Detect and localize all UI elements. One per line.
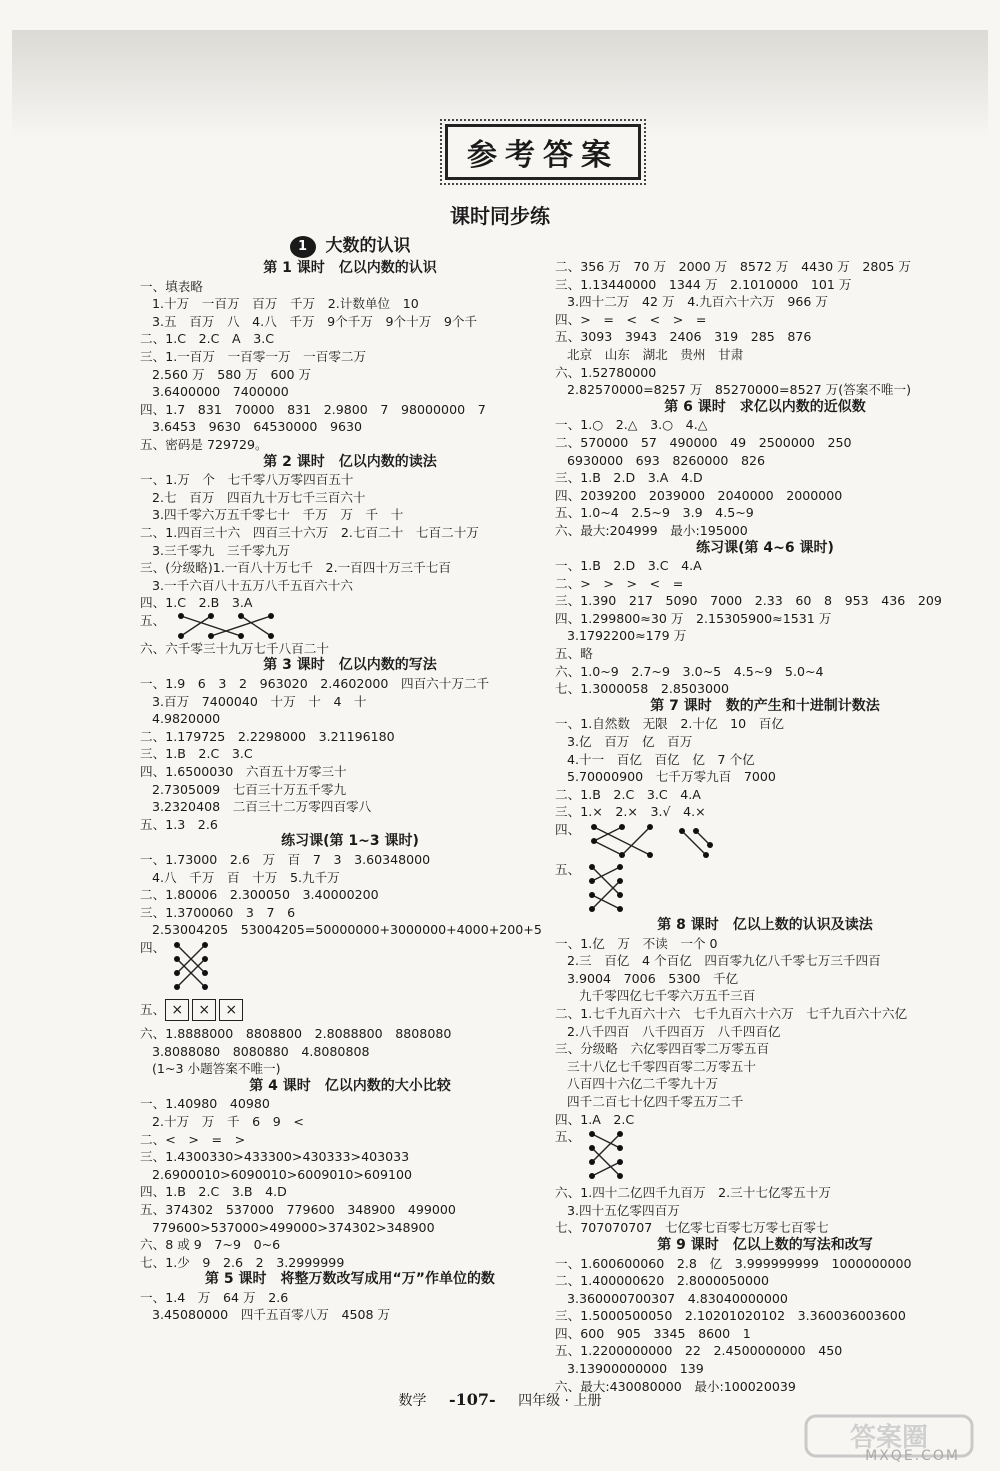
answer-line: 1.十万 一百万 百万 千万 2.计数单位 10: [152, 296, 419, 312]
matching-lines-icon: [586, 821, 716, 861]
answer-line: 二、1.179725 2.2298000 3.21196180: [140, 728, 395, 744]
match-dot: [679, 828, 685, 834]
answer-line: 3.亿 百万 亿 百万: [567, 734, 693, 750]
answer-line: 2.53004205 53004205=50000000+3000000+4000+200+5: [152, 922, 542, 938]
match-dot: [202, 970, 208, 976]
matching-lines-icon: [586, 861, 626, 917]
lesson-heading: 第 6 课时 求亿以内数的近似数: [664, 398, 866, 415]
answer-line: 三、1.B 2.D 3.A 4.D: [555, 470, 703, 486]
answer-line: 2.6900010>6090010>6009010>609100: [152, 1166, 413, 1182]
answer-label: 四、: [140, 939, 166, 955]
lesson-heading: 第 8 课时 亿以上数的认识及读法: [657, 917, 873, 933]
answer-line: 一、1.万 个 七千零八万零四百五十: [140, 472, 354, 488]
answer-line: 5.70000900 七千万零九百 7000: [567, 769, 776, 785]
answer-line: 四、1.C 2.B 3.A: [140, 595, 253, 611]
cross-box: ×: [165, 999, 189, 1021]
answer-line: 3.13900000000 139: [567, 1361, 704, 1377]
answer-line: 6930000 693 8260000 826: [567, 452, 766, 468]
lesson-heading: 第 4 课时 亿以内数的大小比较: [249, 1077, 451, 1094]
footer-grade: 四年级 · 上册: [518, 1393, 602, 1409]
answer-line: 779600>537000>499000>374302>348900: [152, 1219, 435, 1235]
answer-line: 二、1.B 2.C 3.C 4.A: [555, 786, 701, 802]
match-dot: [617, 864, 623, 870]
answer-line: 4.八 千万 百 十万 5.九千万: [152, 869, 340, 885]
cross-box: ×: [192, 999, 216, 1021]
match-dot: [178, 633, 184, 639]
match-line: [241, 616, 271, 636]
answer-line: [140, 999, 560, 1021]
answer-line: 一、填表略: [140, 278, 203, 294]
matching-answer: [555, 821, 975, 861]
lesson-heading: 第 7 课时 数的产生和十进制计数法: [650, 697, 880, 714]
match-dot: [208, 633, 214, 639]
answer-line: 六、8 或 9 7~9 0~6: [140, 1237, 281, 1253]
match-dot: [208, 613, 214, 619]
match-dot: [589, 892, 595, 898]
match-line: [181, 616, 211, 636]
answer-line: 三、1.一百万 一百零一万 一百零二万: [140, 348, 367, 364]
answer-line: 四、1.B 2.C 3.B 4.D: [140, 1184, 287, 1200]
answer-line: 二、1.80006 2.300050 3.40000200: [140, 887, 379, 903]
match-dot: [202, 942, 208, 948]
page-number: -107-: [448, 1390, 496, 1409]
answer-line: 五、374302 537000 779600 348900 499000: [140, 1201, 456, 1217]
answer-line: 五、3093 3943 2406 319 285 876: [555, 329, 812, 345]
chapter-title: 大数的认识: [325, 236, 411, 257]
answer-line: 六、1.0~9 2.7~9 3.0~5 4.5~9 5.0~4: [555, 663, 824, 679]
lesson-heading: 练习课(第 1~3 课时): [281, 833, 419, 850]
answer-line: 三、1.5000500050 2.10201020102 3.360036003600: [555, 1308, 906, 1324]
match-dot: [268, 613, 274, 619]
answer-line: 2.三 百亿 4 个百亿 四百零九亿八千零七万三千四百: [567, 953, 881, 969]
answer-line: 三、(分级略)1.一百八十万七千 2.一百四十万三千七百: [140, 560, 451, 576]
answer-line: 三、1.× 2.× 3.√ 4.×: [555, 804, 706, 820]
answer-line: 三、分级略 六亿零四百零二万零五百: [555, 1041, 770, 1057]
cross-box: ×: [219, 999, 243, 1021]
lesson-heading: 第 2 课时 亿以内数的读法: [263, 453, 437, 470]
answer-line: 四、1.6500030 六百五十万零三十: [140, 764, 347, 780]
answer-line: 3.四十二万 42 万 4.九百六十六万 966 万: [567, 294, 829, 310]
answer-line: 七、1.少 9 2.6 2 3.2999999: [140, 1254, 345, 1270]
answer-line: 一、1.B 2.D 3.C 4.A: [555, 558, 702, 574]
match-dot: [202, 984, 208, 990]
lesson-heading: 第 5 课时 将整万数改写成用“万”作单位的数: [205, 1271, 495, 1288]
match-dot: [703, 852, 709, 858]
answer-line: 3.6400000 7400000: [152, 384, 289, 400]
chapter-number-badge: 1: [290, 236, 316, 258]
match-line: [594, 841, 622, 855]
answer-line: (1~3 小题答案不唯一): [152, 1061, 281, 1077]
answer-line: 四、1.7 831 70000 831 2.9800 7 98000000 7: [140, 401, 486, 417]
answer-line: 北京 山东 湖北 贵州 甘肃: [567, 346, 744, 362]
answer-line: 一、1.自然数 无限 2.十亿 10 百亿: [555, 716, 784, 732]
answer-line: 一、1.40980 40980: [140, 1096, 270, 1112]
answer-line: 四、600 905 3345 8600 1: [555, 1325, 751, 1341]
answer-line: 2.十万 万 千 6 9 <: [152, 1113, 304, 1129]
answer-line: 四、1.A 2.C: [555, 1111, 635, 1127]
answer-label: 五、: [140, 612, 166, 628]
answer-line: 三、1.4300330>433300>430333>403033: [140, 1149, 410, 1165]
match-dot: [589, 878, 595, 884]
answer-line: 二、356 万 70 万 2000 万 8572 万 4430 万 2805 万: [555, 259, 912, 274]
match-dot: [647, 824, 653, 830]
answer-line: 二、> > > < =: [555, 575, 684, 591]
match-dot: [707, 842, 713, 848]
answer-line: 六、最大:430080000 最小:100020039: [555, 1378, 796, 1394]
section-subtitle: 课时同步练: [450, 204, 550, 228]
match-dot: [617, 878, 623, 884]
matching-lines-icon: [586, 1128, 626, 1184]
answer-line: 四、> = < < > =: [555, 311, 707, 327]
answer-line: 四、2039200 2039000 2040000 2000000: [555, 487, 843, 503]
matching-answer: [555, 861, 975, 917]
answer-label: 五、: [555, 862, 581, 877]
answer-line: 六、1.四十二亿四千九百万 2.三十七亿零五十万: [555, 1185, 831, 1201]
match-line: [592, 1134, 620, 1148]
answer-line: 五、1.2200000000 22 2.4500000000 450: [555, 1343, 843, 1359]
match-dot: [238, 613, 244, 619]
answer-line: 六、1.52780000: [555, 364, 657, 380]
match-dot: [591, 824, 597, 830]
answer-line: 三、1.390 217 5090 7000 2.33 60 8 953 436 209: [555, 593, 942, 609]
matching-answer: [555, 1128, 975, 1184]
answer-line: 2.82570000=8257 万 85270000=8527 万(答案不唯一): [567, 382, 912, 398]
match-dot: [174, 984, 180, 990]
answer-line: 3.一千六百八十五万八千五百六十六: [152, 577, 353, 593]
match-dot: [619, 852, 625, 858]
watermark-site: MXQE.COM: [865, 1448, 960, 1464]
answer-line: 七、707070707 七亿零七百零七万零七百零七: [555, 1220, 829, 1236]
answer-line: 二、570000 57 490000 49 2500000 250: [555, 434, 852, 450]
answer-line: 二、1.七千九百六十六 七千九百六十六万 七千九百六十六亿: [555, 1005, 908, 1021]
answer-line: 四千二百七十亿四千零五万二千: [567, 1093, 744, 1109]
answer-line: 二、< > = >: [140, 1131, 246, 1147]
answer-line: 3.三千零九 三千零九万: [152, 542, 290, 558]
answer-label: 五、: [555, 1129, 581, 1145]
match-dot: [174, 942, 180, 948]
match-line: [592, 895, 620, 909]
lesson-heading: 第 9 课时 亿以上数的写法和改写: [657, 1236, 873, 1253]
answer-line: 五、略: [555, 646, 593, 662]
page-title-box: [445, 124, 641, 180]
match-dot: [268, 633, 274, 639]
match-dot: [617, 1131, 623, 1137]
answer-line: 3.45080000 四千五百零八万 4508 万: [152, 1307, 391, 1323]
matching-lines-icon: [171, 612, 281, 640]
match-dot: [617, 906, 623, 912]
answer-line: 二、1.四百三十六 四百三十六万 2.七百二十 七百二十万: [140, 524, 479, 540]
match-line: [592, 1134, 620, 1162]
match-line: [592, 867, 620, 895]
chapter-heading: [140, 234, 560, 260]
answer-line: 六、1.8888000 8808800 2.8088800 8808080: [140, 1025, 452, 1041]
match-dot: [174, 956, 180, 962]
match-dot: [617, 1159, 623, 1165]
answer-line: 一、1.600600060 2.8 亿 3.999999999 1000000000: [555, 1255, 912, 1271]
match-dot: [617, 1145, 623, 1151]
answer-line: 3.2320408 二百三十二万零四百零八: [152, 799, 372, 815]
answer-line: 五、密码是 729729。: [140, 436, 268, 452]
answer-line: 八百四十六亿二千零九十万: [567, 1076, 719, 1092]
answer-line: 一、1.亿 万 不读 一个 0: [555, 935, 718, 951]
footer-subject: 数学: [398, 1393, 427, 1409]
answer-line: 三、1.B 2.C 3.C: [140, 746, 253, 762]
answer-line: 七、1.3000058 2.8503000: [555, 681, 729, 697]
lesson-heading: 练习课(第 4~6 课时): [696, 539, 834, 556]
answer-line: 五、1.0~4 2.5~9 3.9 4.5~9: [555, 505, 754, 521]
answer-line: 2.七 百万 四百九十万七千三百六十: [152, 489, 366, 505]
match-dot: [589, 1145, 595, 1151]
answer-line: 四、1.299800≈30 万 2.15305900≈1531 万: [555, 610, 832, 626]
match-dot: [178, 613, 184, 619]
match-dot: [238, 633, 244, 639]
match-dot: [589, 906, 595, 912]
right-column: [555, 258, 975, 1395]
answer-line: 六、六千零三十九万七千八百二十: [140, 640, 329, 656]
answer-line: 3.百万 7400040 十万 十 4 十: [152, 693, 367, 709]
match-dot: [589, 1131, 595, 1137]
match-dot: [589, 1173, 595, 1179]
match-dot: [617, 1173, 623, 1179]
matching-answer: [140, 939, 560, 995]
answer-line: 一、1.73000 2.6 万 百 7 3 3.60348000: [140, 852, 431, 867]
page-title: 参考答案: [467, 138, 619, 173]
page-footer: [0, 1390, 1000, 1410]
match-dot: [591, 838, 597, 844]
answer-line: 六、最大:204999 最小:195000: [555, 522, 748, 538]
answer-line: 3.360000700307 4.83040000000: [567, 1290, 788, 1306]
answer-line: 2.八千四百 八千四百万 八千四百亿: [567, 1023, 781, 1039]
match-dot: [589, 1159, 595, 1165]
answer-line: 五、1.3 2.6: [140, 816, 218, 832]
answer-label: 四、: [555, 822, 581, 837]
match-dot: [617, 892, 623, 898]
answer-line: 3.四十五亿零四百万: [567, 1202, 680, 1218]
answer-line: 二、1.C 2.C A 3.C: [140, 331, 275, 347]
answer-label: 五、: [140, 1001, 166, 1017]
answer-line: 九千零四亿七千零六万五千三百: [579, 988, 756, 1004]
match-line: [594, 827, 650, 855]
answer-line: 三、1.3700060 3 7 6: [140, 904, 296, 920]
answer-line: 一、1.4 万 64 万 2.6: [140, 1289, 289, 1305]
answer-line: 2.560 万 580 万 600 万: [152, 366, 312, 382]
answer-line: 2.7305009 七百三十万五千零九: [152, 781, 347, 797]
match-line: [592, 1148, 620, 1176]
answer-line: 4.9820000: [152, 711, 221, 727]
match-dot: [647, 852, 653, 858]
watermark-logo-text: 答案圈: [849, 1423, 929, 1453]
match-line: [682, 831, 706, 855]
answer-line: 3.9004 7006 5300 千亿: [567, 970, 739, 986]
match-dot: [619, 824, 625, 830]
match-line: [592, 867, 620, 881]
matching-lines-icon: [171, 939, 211, 995]
answer-line: 一、1.○ 2.△ 3.○ 4.△: [555, 417, 708, 433]
left-column: [140, 234, 560, 1324]
match-dot: [693, 828, 699, 834]
answer-line: 3.五 百万 八 4.八 千万 9个千万 9个十万 9个千: [152, 313, 478, 329]
answer-line: 3.8088080 8080880 4.8080808: [152, 1043, 370, 1059]
match-dot: [589, 864, 595, 870]
answer-line: 3.6453 9630 64530000 9630: [152, 419, 363, 435]
lesson-heading: 第 3 课时 亿以内数的写法: [263, 657, 437, 674]
answer-line: 一、1.9 6 3 2 963020 2.4602000 四百六十万二千: [140, 676, 490, 692]
match-line: [592, 1162, 620, 1176]
answer-line: 二、1.400000620 2.8000050000: [555, 1273, 770, 1289]
match-line: [622, 827, 650, 855]
match-dot: [174, 970, 180, 976]
match-line: [592, 881, 620, 909]
answer-line: 三、1.13440000 1344 万 2.1010000 101 万: [555, 276, 852, 292]
answer-line: 4.十一 百亿 百亿 亿 7 个亿: [567, 751, 755, 767]
answer-line: 三十八亿七千零四百零二万零五十: [567, 1058, 756, 1074]
answer-line: 3.1792200≈179 万: [567, 628, 687, 644]
match-dot: [202, 956, 208, 962]
matching-answer: [140, 612, 560, 640]
lesson-heading: 第 1 课时 亿以内数的认识: [263, 260, 437, 276]
answer-line: 3.四千零六万五千零七十 千万 万 千 十: [152, 507, 404, 523]
